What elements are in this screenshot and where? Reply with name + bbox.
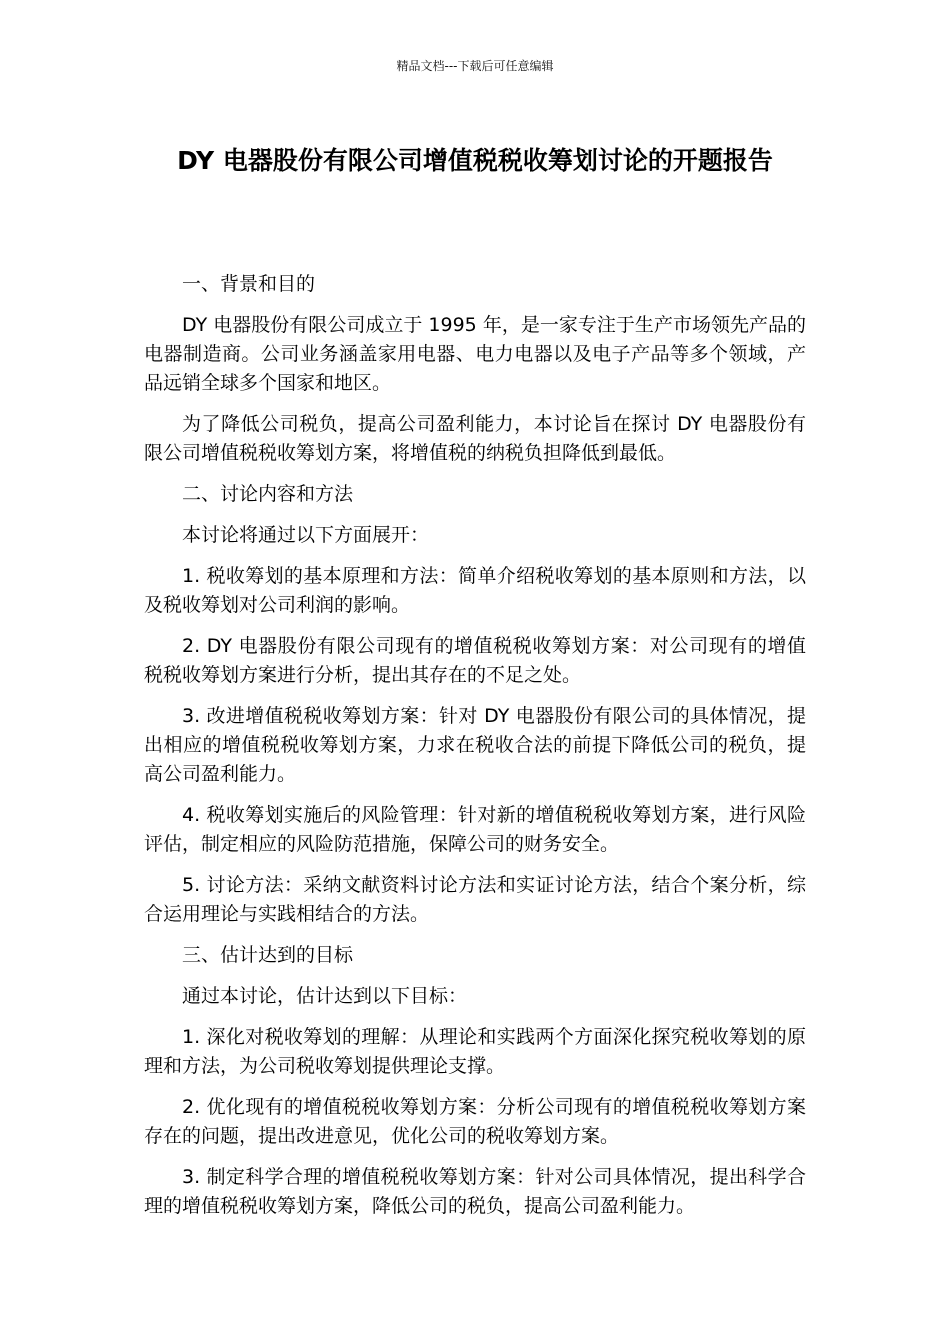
paragraph-company-intro: DY 电器股份有限公司成立于 1995 年，是一家专注于生产市场领先产品的电器制造商。公司业务涵盖家用电器、电力电器以及电子产品等多个领域，产品远销全球多个国家和地区。 xyxy=(144,314,806,394)
list-item-goal-2: 2. 优化现有的增值税税收筹划方案：分析公司现有的增值税税收筹划方案存在的问题，提出改进意见，优化公司的税收筹划方案。 xyxy=(144,1096,806,1147)
list-item-content-5: 5. 讨论方法：采纳文献资料讨论方法和实证讨论方法，结合个案分析，综合运用理论与实践相结合的方法。 xyxy=(144,874,806,925)
section-heading-background: 一、背景和目的 xyxy=(182,273,316,295)
document-body xyxy=(144,270,806,1233)
section-heading-goals: 三、估计达到的目标 xyxy=(182,944,354,966)
section-heading-content-methods: 二、讨论内容和方法 xyxy=(182,483,354,505)
list-item-content-4: 4. 税收筹划实施后的风险管理：针对新的增值税税收筹划方案，进行风险评估，制定相应的风险防范措施，保障公司的财务安全。 xyxy=(144,804,806,855)
list-item-content-2: 2. DY 电器股份有限公司现有的增值税税收筹划方案：对公司现有的增值税税收筹划方案进行分析，提出其存在的不足之处。 xyxy=(144,635,806,686)
paragraph-goals-intro: 通过本讨论，估计达到以下目标： xyxy=(182,985,468,1007)
list-item-content-1: 1. 税收筹划的基本原理和方法：简单介绍税收筹划的基本原则和方法，以及税收筹划对公司利润的影响。 xyxy=(144,565,806,616)
header-note: 精品文档---下载后可任意编辑 xyxy=(396,59,554,73)
document-title: DY 电器股份有限公司增值税税收筹划讨论的开题报告 xyxy=(177,146,773,175)
paragraph-purpose: 为了降低公司税负，提高公司盈利能力，本讨论旨在探讨 DY 电器股份有限公司增值税税收筹划方案，将增值税的纳税负担降低到最低。 xyxy=(144,413,806,464)
paragraph-content-intro: 本讨论将通过以下方面展开： xyxy=(182,524,430,546)
list-item-goal-1: 1. 深化对税收筹划的理解：从理论和实践两个方面深化探究税收筹划的原理和方法，为公司税收筹划提供理论支撑。 xyxy=(144,1026,806,1077)
list-item-goal-3: 3. 制定科学合理的增值税税收筹划方案：针对公司具体情况，提出科学合理的增值税税收筹划方案，降低公司的税负，提高公司盈利能力。 xyxy=(144,1166,806,1217)
list-item-content-3: 3. 改进增值税税收筹划方案：针对 DY 电器股份有限公司的具体情况，提出相应的增值税税收筹划方案，力求在税收合法的前提下降低公司的税负，提高公司盈利能力。 xyxy=(144,705,806,785)
